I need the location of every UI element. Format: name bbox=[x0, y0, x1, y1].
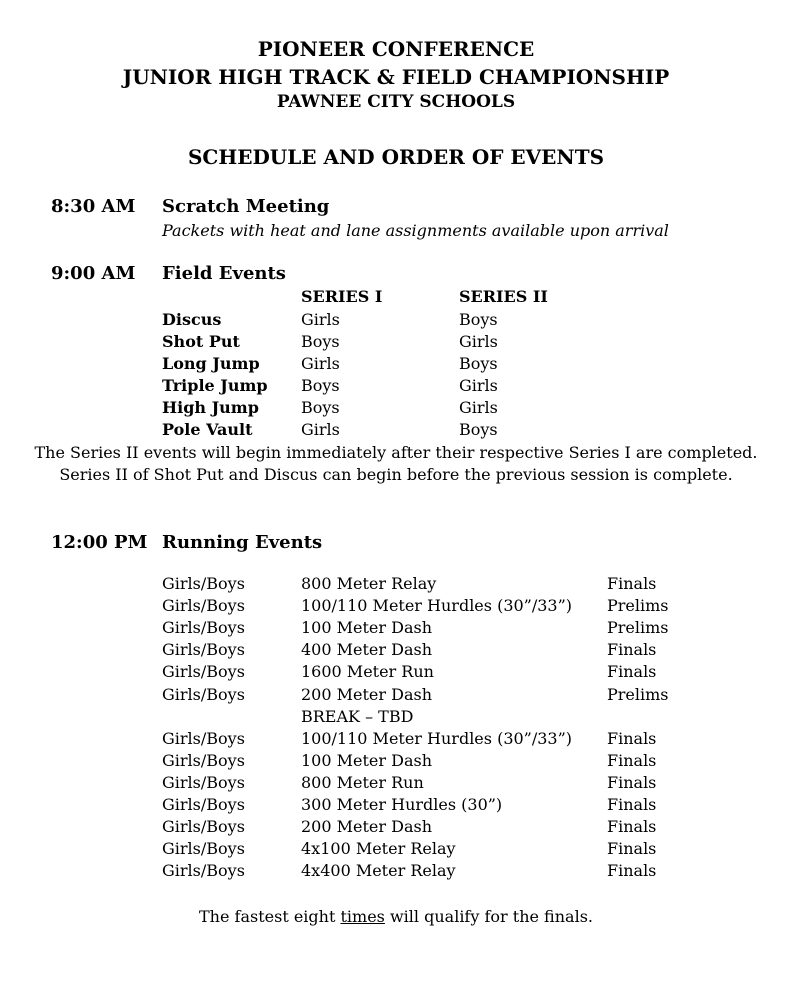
field-note-2: Series II of Shot Put and Discus can begin before the previous session is complete. bbox=[59, 465, 733, 484]
running-label: Running Events bbox=[162, 532, 323, 553]
qualify-note-pre: The fastest eight bbox=[199, 907, 341, 926]
running-time: 12:00 PM bbox=[51, 532, 148, 553]
running-round: Finals bbox=[607, 574, 657, 593]
running-event: 100/110 Meter Hurdles (30”/33”) bbox=[301, 596, 573, 616]
running-event: 200 Meter Dash bbox=[301, 684, 432, 704]
running-round: Prelims bbox=[607, 596, 669, 616]
running-event: 200 Meter Dash bbox=[301, 817, 432, 837]
scratch-time: 8:30 AM bbox=[51, 196, 136, 217]
running-who: Girls/Boys bbox=[162, 728, 245, 748]
running-event: 100 Meter Dash bbox=[301, 750, 432, 770]
running-round: Finals bbox=[607, 817, 657, 837]
running-who: Girls/Boys bbox=[162, 817, 245, 837]
header-line-1: PIONEER CONFERENCE bbox=[257, 37, 535, 61]
field-event-name: Discus bbox=[162, 310, 222, 329]
series-2-gender: Boys bbox=[459, 354, 498, 373]
field-event-name: Shot Put bbox=[162, 332, 240, 351]
running-event: 400 Meter Dash bbox=[301, 640, 432, 660]
scratch-note: Packets with heat and lane assignments available upon arrival bbox=[162, 221, 669, 240]
running-event: 4x100 Meter Relay bbox=[301, 839, 456, 859]
running-who: Girls/Boys bbox=[162, 662, 245, 682]
field-note-1: The Series II events will begin immediately after their respective Series I are completed. bbox=[34, 443, 758, 462]
field-event-name: Long Jump bbox=[162, 354, 260, 373]
running-who: Girls/Boys bbox=[162, 596, 245, 616]
running-who: Girls/Boys bbox=[162, 839, 245, 859]
series-2-gender: Girls bbox=[459, 332, 498, 351]
series-2-gender: Boys bbox=[459, 420, 498, 439]
field-event-name: Triple Jump bbox=[162, 376, 268, 395]
header-line-3: PAWNEE CITY SCHOOLS bbox=[276, 92, 516, 112]
qualify-note-post: will qualify for the finals. bbox=[384, 907, 593, 926]
series-1-header: SERIES I bbox=[301, 287, 383, 306]
running-event: 300 Meter Hurdles (30”) bbox=[301, 795, 503, 814]
running-round: Prelims bbox=[607, 684, 669, 704]
running-event: 100/110 Meter Hurdles (30”/33”) bbox=[301, 728, 573, 748]
series-2-gender: Girls bbox=[459, 398, 498, 417]
running-who: Girls/Boys bbox=[162, 618, 245, 638]
series-1-gender: Girls bbox=[301, 354, 340, 373]
running-who: Girls/Boys bbox=[162, 861, 245, 881]
qualify-note-underlined: times bbox=[340, 907, 385, 926]
series-2-gender: Girls bbox=[459, 376, 498, 395]
running-round: Finals bbox=[607, 750, 657, 770]
running-round: Prelims bbox=[607, 618, 669, 638]
running-round: Finals bbox=[607, 839, 657, 859]
series-1-gender: Boys bbox=[301, 376, 340, 395]
field-event-name: High Jump bbox=[162, 398, 259, 417]
running-round: Finals bbox=[607, 861, 657, 881]
running-who: Girls/Boys bbox=[162, 684, 245, 704]
series-1-gender: Girls bbox=[301, 420, 340, 439]
running-event: BREAK – TBD bbox=[301, 706, 414, 726]
running-event: 1600 Meter Run bbox=[301, 662, 434, 682]
header-line-2: JUNIOR HIGH TRACK & FIELD CHAMPIONSHIP bbox=[122, 65, 670, 89]
running-event: 100 Meter Dash bbox=[301, 618, 432, 638]
running-who: Girls/Boys bbox=[162, 750, 245, 770]
running-round: Finals bbox=[607, 662, 657, 682]
scratch-label: Scratch Meeting bbox=[162, 196, 330, 217]
page-title: SCHEDULE AND ORDER OF EVENTS bbox=[187, 145, 605, 169]
running-event: 4x400 Meter Relay bbox=[301, 861, 456, 881]
running-who: Girls/Boys bbox=[162, 574, 245, 593]
series-2-gender: Boys bbox=[459, 310, 498, 329]
running-round: Finals bbox=[607, 728, 657, 748]
running-event: 800 Meter Run bbox=[301, 772, 424, 792]
running-who: Girls/Boys bbox=[162, 772, 245, 792]
running-round: Finals bbox=[607, 795, 657, 814]
running-round: Finals bbox=[607, 772, 657, 792]
field-label: Field Events bbox=[162, 263, 286, 284]
series-1-gender: Girls bbox=[301, 310, 340, 329]
running-who: Girls/Boys bbox=[162, 640, 245, 660]
running-round: Finals bbox=[607, 640, 657, 660]
running-who: Girls/Boys bbox=[162, 795, 245, 814]
series-1-gender: Boys bbox=[301, 332, 340, 351]
field-time: 9:00 AM bbox=[51, 263, 136, 284]
qualify-note bbox=[0, 907, 792, 926]
series-2-header: SERIES II bbox=[459, 287, 548, 306]
series-1-gender: Boys bbox=[301, 398, 340, 417]
field-event-name: Pole Vault bbox=[162, 420, 253, 439]
running-event: 800 Meter Relay bbox=[301, 574, 437, 593]
